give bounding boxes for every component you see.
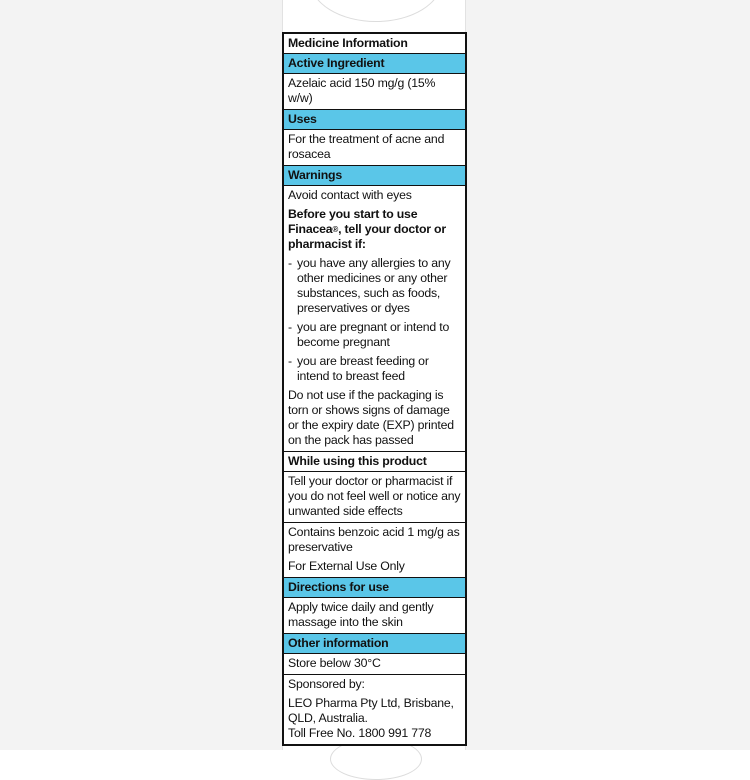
avoid-eyes-text: Avoid contact with eyes <box>288 188 412 202</box>
uses-heading: Uses <box>284 109 465 129</box>
warning-bullet <box>288 320 461 350</box>
while-using-text: Tell your doctor or pharmacist if you do not feel well or notice any unwanted side effects <box>284 471 465 522</box>
bullet-dash: - <box>288 354 292 368</box>
sponsor-phone: Toll Free No. 1800 991 778 <box>288 726 432 740</box>
bullet-dash: - <box>288 320 292 334</box>
preservative-block <box>284 522 465 577</box>
carton-right-panel <box>465 0 750 750</box>
sponsor-label: Sponsored by: <box>288 677 365 691</box>
before-use-text <box>288 207 461 252</box>
carton-left-panel <box>0 0 282 750</box>
while-using-heading: While using this product <box>284 451 465 471</box>
before-use-lead: Before you start to use Finacea <box>288 207 418 236</box>
warning-bullet-text: you are breast feeding or intend to breast feed <box>297 354 429 383</box>
warning-bullet-text: you are pregnant or intend to become pregnant <box>297 320 450 349</box>
external-use-text: For External Use Only <box>288 559 405 573</box>
sponsor-company: LEO Pharma Pty Ltd, Brisbane, QLD, Australia. <box>288 696 454 725</box>
active-ingredient-text: Azelaic acid 150 mg/g (15% w/w) <box>284 73 465 109</box>
directions-heading: Directions for use <box>284 577 465 597</box>
preservative-text: Contains benzoic acid 1 mg/g as preservative <box>288 525 460 554</box>
warnings-body <box>284 185 465 451</box>
before-use-tail: , tell your doctor or pharmacist if: <box>288 222 446 251</box>
medicine-information-label <box>282 32 467 746</box>
bullet-dash: - <box>288 256 292 270</box>
do-not-use-text: Do not use if the packaging is torn or shows signs of damage or the expiry date (EXP) printed on the pack has passed <box>288 388 454 447</box>
sponsor-block <box>284 674 465 744</box>
warning-bullet <box>288 256 461 316</box>
registered-mark: ® <box>332 225 339 234</box>
warning-bullet <box>288 354 461 384</box>
label-title: Medicine Information <box>288 36 408 50</box>
warning-bullet-text: you have any allergies to any other medicines or any other substances, such as foods, preservatives or dyes <box>297 256 451 315</box>
uses-text: For the treatment of acne and rosacea <box>284 129 465 165</box>
other-information-heading: Other information <box>284 633 465 653</box>
directions-text: Apply twice daily and gently massage into the skin <box>284 597 465 633</box>
active-ingredient-heading: Active Ingredient <box>284 53 465 73</box>
warnings-heading: Warnings <box>284 165 465 185</box>
storage-text: Store below 30°C <box>284 653 465 674</box>
tab-curve-top <box>310 0 442 22</box>
